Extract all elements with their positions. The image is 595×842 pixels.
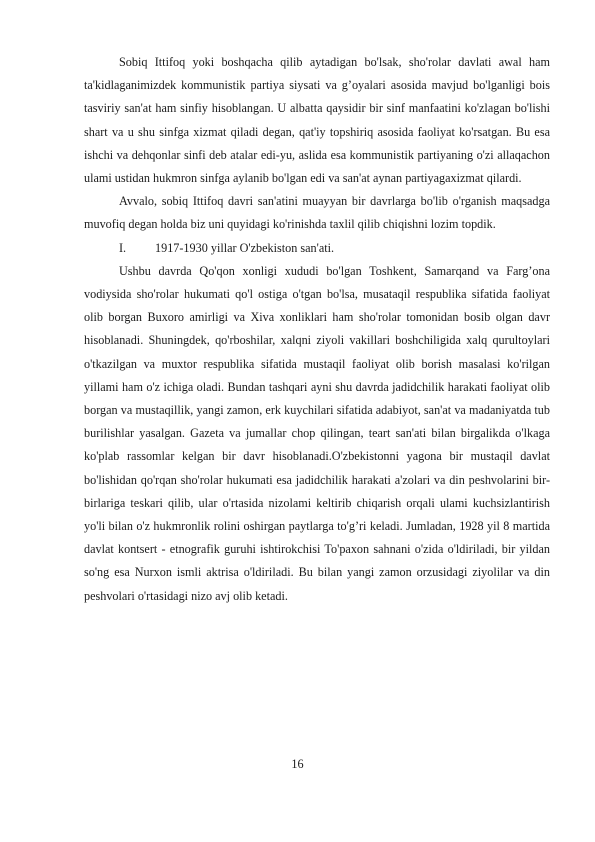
page-number: 16 bbox=[291, 757, 304, 771]
paragraph-3: Ushbu davrda Qo'qon xonligi xududi bo'lgan Toshkent, Samarqand va Farg’ona vodiysida sho'rolar hukumati qo'l ostiga o'tgan bo'lsa, musataqil respublika sifatida faoliyat olib borgan Buxoro amirligi va Xiva xonliklari ham sho'rolar tomonidan bosib olgan davr hisoblanadi. Shuningdek, qo'rboshilar, xalqni ziyoli vakillari boshchiligida xalq qurultoylari o'tkazilgan va muxtor respublika sifatida mustaqil faoliyat olib borish masalasi ko'rilgan yillami ham o'z ichiga oladi. Bundan tashqari ayni shu davrda jadidchilik harakati faoliyat olib borgan va mustaqillik, yangi zamon, erk kuychilari sifatida adabiyot, san'at va madaniyatda tub burilishlar yasalgan. Gazeta va jumallar chop qilingan, teart san'ati bilan birgalikda o'lkaga ko'plab rassomlar kelgan bir davr hisoblanadi.O'zbekistonni yagona bir mustaqil davlat bo'lishidan qo'rqan sho'rolar hukumati esa jadidchilik harakati a'zolari va din peshvolarini bir-birlariga teskari qilib, ular o'rtasida nizolami keltirib chiqarish orqali ulami kuchsizlantirish yo'li bilan o'z hukmronlik rolini oshirgan paytlarga to'g’ri keladi. Jumladan, 1928 yil 8 martida davlat kontsert - etnografik guruhi ishtirokchisi To'paxon sahnani o'zida o'ldiriladi, bir yildan so'ng esa Nurxon ismli aktrisa o'ldiriladi. Bu bilan yangi zamon orzusidagi ziyolilar va din peshvolari o'rtasidagi nizo avj olib ketadi. bbox=[84, 263, 550, 603]
section-number: I. bbox=[119, 240, 127, 255]
paragraph-2: Avvalo, sobiq Ittifoq davri san'atini muayyan bir davrlarga bo'lib o'rganish maqsadga muvofiq degan holda biz uni quyidagi ko'rinishda taxlil qilib chiqishni lozim topdik. bbox=[84, 194, 550, 232]
document-body bbox=[84, 51, 550, 608]
paragraph-1: Sobiq Ittifoq yoki boshqacha qilib aytadigan bo'lsak, sho'rolar davlati awal ham ta'kidlaganimizdek kommunistik partiya siysati va g’oyalari asosida mavjud bo'lganligi bois tasviriy san'at ham sinfiy hisoblangan. U albatta qaysidir bir sinf manfaatini ko'zlagan bo'lishi shart va u shu sinfga xizmat qiladi degan, qat'iy topshiriq asosida faoliyat ko'rsatgan. Bu esa ishchi va dehqonlar sinfi deb atalar edi-yu, aslida esa kommunistik partiyaning o'zi allaqachon ulami ustidan hukmron sinfga aylanib bo'lgan edi va san'at aynan partiyagaxizmat qilardi. bbox=[84, 55, 550, 186]
section-title: 1917-1930 yillar O'zbekiston san'ati. bbox=[155, 240, 335, 255]
section-heading bbox=[84, 237, 550, 260]
